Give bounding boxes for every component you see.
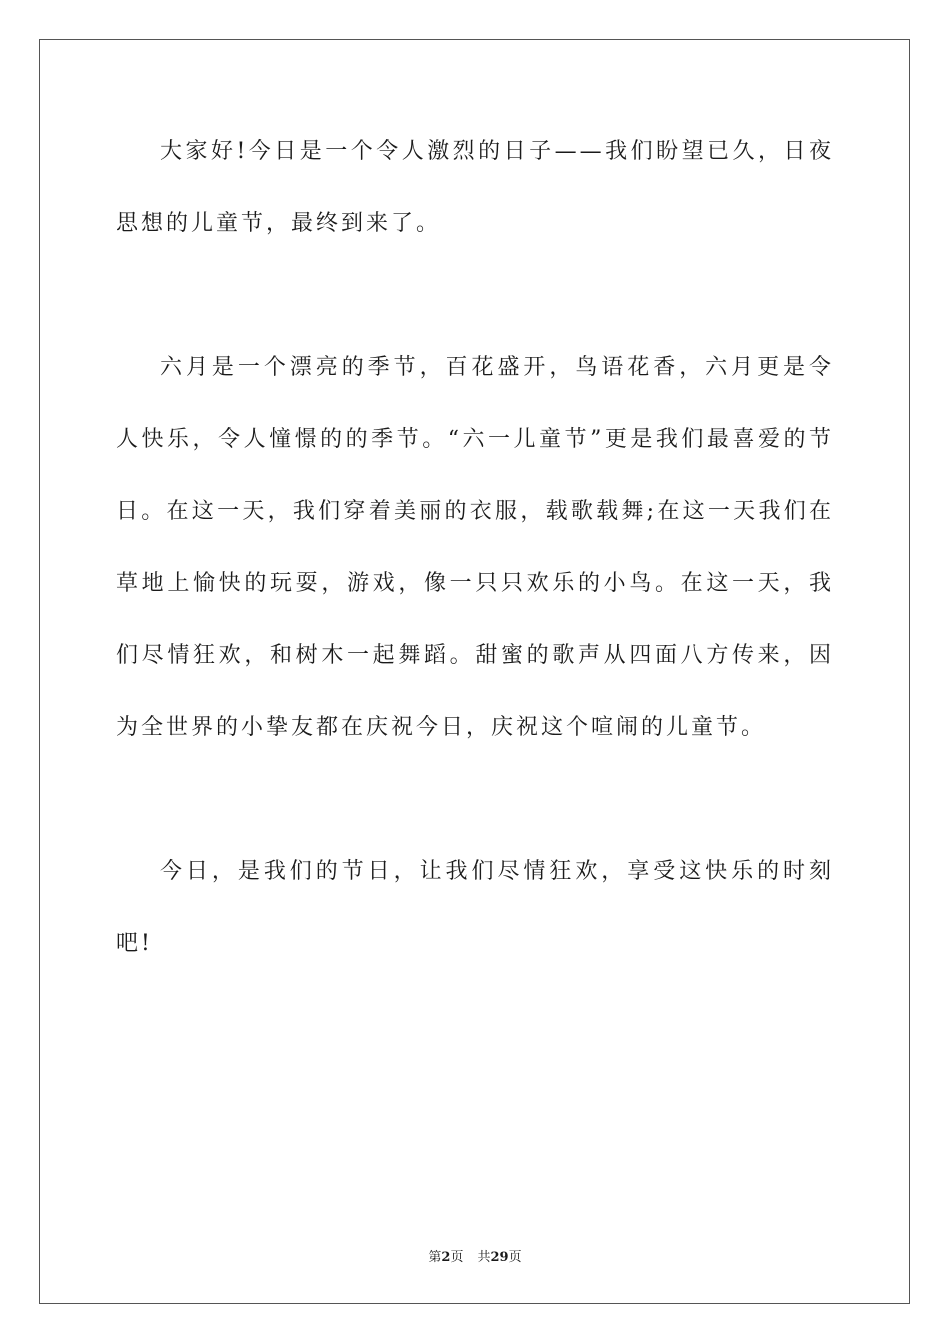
paragraph-2: 六月是一个漂亮的季节，百花盛开，鸟语花香，六月更是令人快乐，令人憧憬的的季节。“六一儿童节”更是我们最喜爱的节日。在这一天，我们穿着美丽的衣服，载歌载舞;在这一天我们在草地上愉快的玩耍，游戏，像一只只欢乐的小鸟。在这一天，我们尽情狂欢，和树木一起舞蹈。甜蜜的歌声从四面八方传来，因为全世界的小挚友都在庆祝今日，庆祝这个喧闹的儿童节。 (116, 355, 834, 740)
paragraph-3: 今日，是我们的节日，让我们尽情狂欢，享受这快乐的时刻吧! (116, 859, 834, 956)
total-pages: 29 (490, 1250, 509, 1265)
document-body (116, 116, 834, 980)
total-suffix: 页 (508, 1250, 522, 1265)
page-suffix: 页 (450, 1250, 464, 1265)
paragraph-1: 大家好!今日是一个令人激烈的日子——我们盼望已久，日夜思想的儿童节，最终到来了。 (116, 139, 834, 236)
page-number: 2 (441, 1250, 451, 1265)
page-footer (0, 1246, 950, 1265)
page-prefix: 第 (428, 1250, 442, 1265)
total-prefix: 共 (477, 1250, 491, 1265)
